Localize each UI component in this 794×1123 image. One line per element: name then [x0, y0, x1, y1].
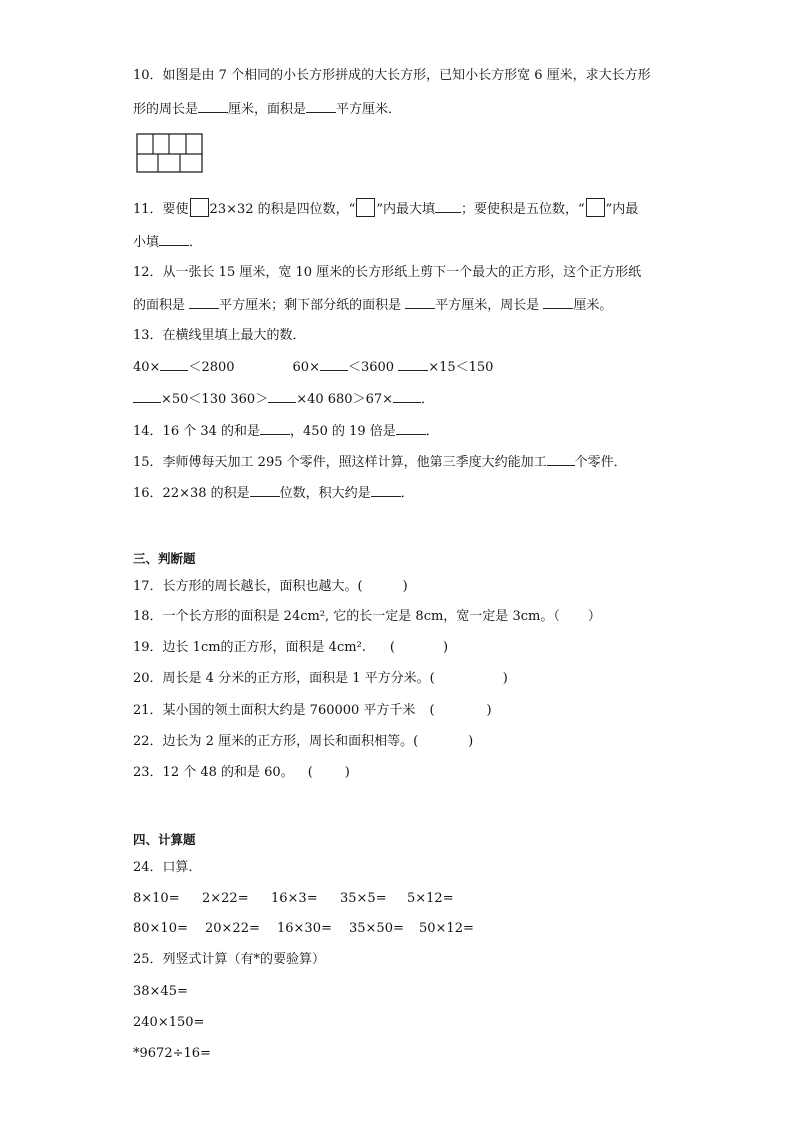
- q11-line1: [133, 198, 638, 219]
- q14-text: ，450 的 19 倍是: [290, 424, 396, 439]
- judge-text: 22．边长为 2 厘米的正方形，周长和面积相等。(: [133, 734, 419, 749]
- oral-calc: 35×5=: [340, 891, 387, 906]
- q11-text: ”内最: [605, 202, 639, 217]
- answer-blank[interactable]: [133, 390, 161, 403]
- q10-text: 10．如图是由 7 个相同的小长方形拼成的大长方形，已知小长方形宽 6 厘米，求大长方形: [133, 68, 651, 83]
- answer-blank[interactable]: [160, 358, 188, 371]
- q13-text: ×50＜130 360＞: [161, 392, 269, 407]
- answer-blank[interactable]: [396, 422, 426, 435]
- q13-line2: [133, 358, 493, 377]
- answer-blank[interactable]: [159, 233, 189, 246]
- q24-title: 24．口算．: [133, 860, 202, 875]
- judge-text: 21．某小国的领土面积大约是 760000 平方千米: [133, 703, 416, 718]
- q11-line2: [133, 233, 202, 252]
- q12-line2: [133, 296, 612, 315]
- answer-paren[interactable]: ): [486, 703, 492, 718]
- q13-title: [133, 327, 306, 345]
- answer-paren[interactable]: ): [402, 579, 408, 594]
- answer-blank[interactable]: [393, 390, 421, 403]
- answer-paren[interactable]: ): [468, 734, 474, 749]
- judge-text: 20．周长是 4 分米的正方形，面积是 1 平方分米。(: [133, 671, 435, 686]
- section-heading: 四、计算题: [133, 832, 196, 847]
- answer-blank[interactable]: [543, 296, 573, 309]
- judge-item: [133, 578, 408, 596]
- q13-text: 60×: [292, 360, 320, 375]
- vertical-calc: *9672÷16=: [133, 1046, 211, 1061]
- q13-text: ＜3600: [347, 360, 399, 375]
- judge-text: 18．一个长方形的面积是 24cm², 它的长一定是 8cm，宽一定是 3cm。（: [133, 609, 560, 624]
- q16-text: 位数，积大约是: [279, 486, 371, 501]
- oral-calc: 16×30=: [277, 921, 332, 936]
- digit-box[interactable]: [190, 198, 209, 217]
- answer-paren[interactable]: (: [429, 703, 435, 718]
- digit-box: [586, 198, 605, 217]
- answer-blank[interactable]: [405, 296, 435, 309]
- judge-text: 23．12 个 48 的和是 60。: [133, 765, 294, 780]
- judge-item: [133, 764, 350, 782]
- q12-text: 的面积是: [133, 298, 190, 313]
- q15-line: [133, 453, 627, 472]
- q11-text: ．: [189, 235, 203, 250]
- oral-calc: 8×10=: [133, 891, 180, 906]
- q11-text: 23×32 的积是四位数，“: [209, 202, 356, 217]
- answer-blank[interactable]: [435, 200, 461, 213]
- q11-text: ；要使积是五位数，“: [460, 202, 585, 217]
- q13-text: 13．在横线里填上最大的数．: [133, 328, 306, 343]
- q13-text: ×40 680＞67×: [296, 392, 394, 407]
- q16-line: [133, 484, 414, 503]
- q14-text: 14．16 个 34 的和是: [133, 424, 261, 439]
- oral-calc: 35×50=: [349, 921, 404, 936]
- answer-paren[interactable]: ): [502, 671, 508, 686]
- q16-text: 16．22×38 的积是: [133, 486, 250, 501]
- judge-item: [133, 733, 473, 751]
- rectangle-figure: [136, 133, 206, 175]
- answer-blank[interactable]: [320, 358, 348, 371]
- q11-text: 小填: [133, 235, 160, 250]
- q13-text: ×15＜150: [428, 360, 494, 375]
- section-heading: 三、判断题: [133, 551, 196, 566]
- answer-paren[interactable]: ）: [587, 609, 601, 624]
- q14-line: [133, 422, 439, 441]
- oral-calc: 50×12=: [419, 921, 474, 936]
- oral-calc: 5×12=: [407, 891, 454, 906]
- digit-box: [356, 198, 375, 217]
- q13-text: ＜2800: [188, 360, 235, 375]
- oral-calc: 2×22=: [202, 891, 249, 906]
- judge-item: [133, 670, 508, 688]
- answer-blank[interactable]: [547, 453, 575, 466]
- q10-text: 厘米，面积是: [228, 102, 307, 117]
- answer-paren[interactable]: (: [307, 765, 313, 780]
- q13-text: 40×: [133, 360, 161, 375]
- answer-blank[interactable]: [371, 484, 401, 497]
- q10-text: 形的周长是: [133, 102, 199, 117]
- answer-blank[interactable]: [398, 358, 428, 371]
- q12-line1: [133, 264, 641, 282]
- q12-text: 厘米。: [573, 298, 613, 313]
- answer-paren[interactable]: ): [344, 765, 350, 780]
- answer-blank[interactable]: [250, 484, 280, 497]
- judge-item: [133, 639, 448, 657]
- q13-line3: [133, 390, 434, 409]
- answer-blank[interactable]: [189, 296, 219, 309]
- answer-blank[interactable]: [306, 100, 336, 113]
- q10-line1: [133, 67, 651, 85]
- q12-text: 平方厘米，周长是: [435, 298, 544, 313]
- judge-text: 19．边长 1cm的正方形，面积是 4cm².: [133, 640, 366, 655]
- judge-item: [133, 702, 492, 720]
- vertical-calc: 240×150=: [133, 1015, 205, 1030]
- q11-text: ”内最大填: [376, 202, 435, 217]
- oral-calc: 80×10=: [133, 921, 188, 936]
- q10-text: 平方厘米．: [336, 102, 402, 117]
- answer-blank[interactable]: [268, 390, 296, 403]
- q25-title: 25．列竖式计算（有*的要验算）: [133, 952, 326, 967]
- judge-text: 17．长方形的周长越长，面积也越大。(: [133, 579, 363, 594]
- q11-text: 11．要使: [133, 202, 189, 217]
- q13-text: ．: [421, 392, 435, 407]
- judge-item: [133, 608, 601, 626]
- q15-text: 个零件．: [574, 455, 627, 470]
- q16-text: ．: [400, 486, 414, 501]
- q10-line2: [133, 100, 401, 119]
- q12-text: 平方厘米；剩下部分纸的面积是: [219, 298, 406, 313]
- q14-text: ．: [425, 424, 439, 439]
- answer-paren[interactable]: ): [443, 640, 449, 655]
- answer-blank[interactable]: [260, 422, 290, 435]
- answer-blank[interactable]: [198, 100, 228, 113]
- answer-paren[interactable]: (: [389, 640, 395, 655]
- oral-calc: 16×3=: [271, 891, 318, 906]
- q12-text: 12．从一张长 15 厘米，宽 10 厘米的长方形纸上剪下一个最大的正方形，这个正方形纸: [133, 265, 642, 280]
- oral-calc: 20×22=: [205, 921, 260, 936]
- q15-text: 15．李师傅每天加工 295 个零件，照这样计算，他第三季度大约能加工: [133, 455, 547, 470]
- vertical-calc: 38×45=: [133, 984, 188, 999]
